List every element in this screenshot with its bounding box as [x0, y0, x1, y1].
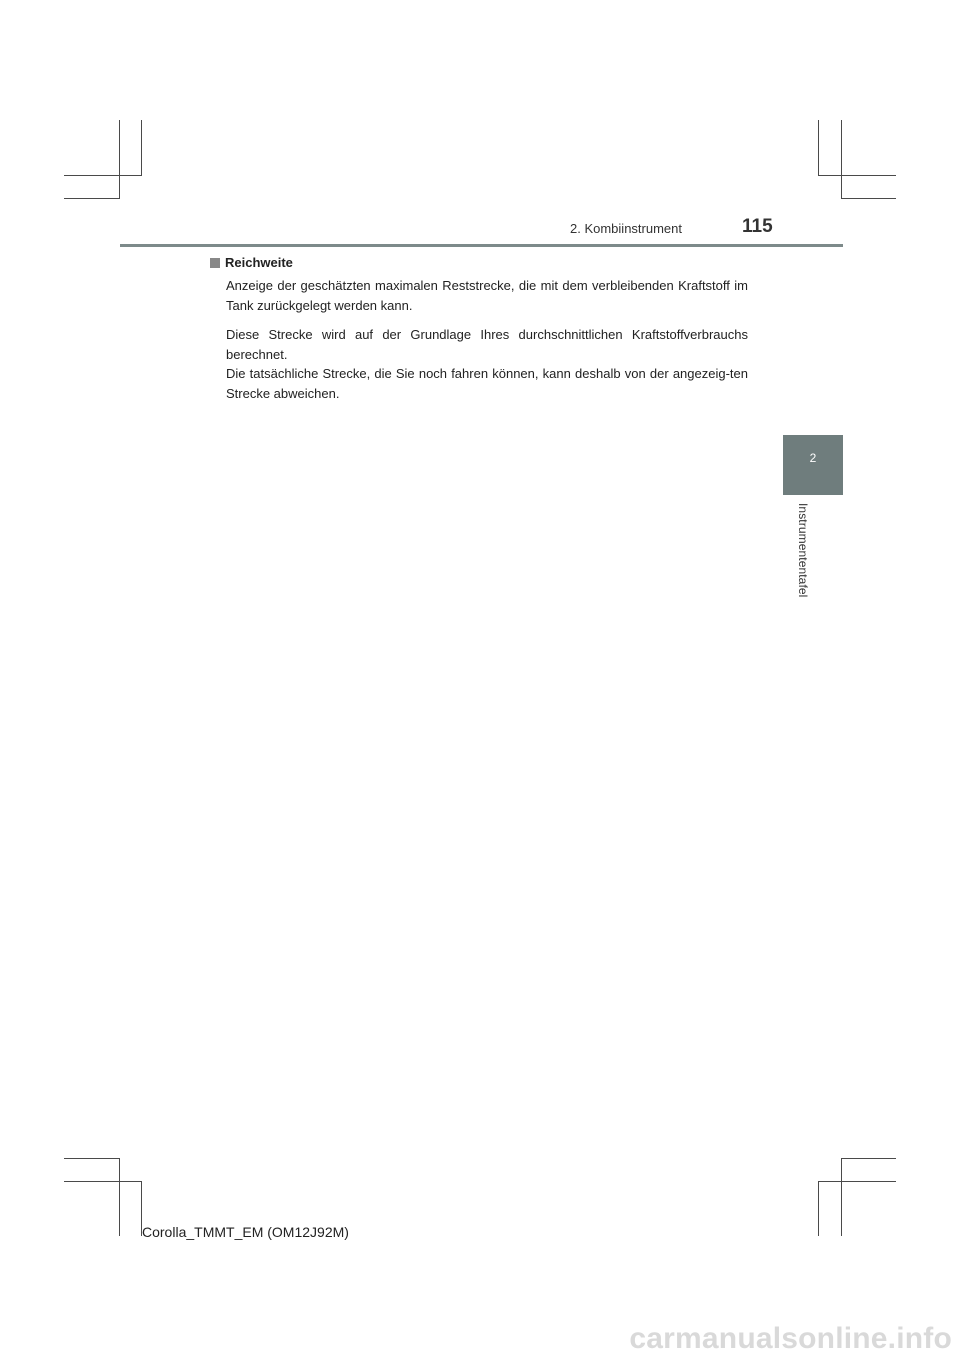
- crop-mark: [841, 198, 896, 199]
- crop-mark: [841, 120, 842, 199]
- crop-mark: [64, 1181, 142, 1182]
- section-heading: [208, 253, 748, 272]
- crop-mark: [119, 1158, 120, 1236]
- document-code: Corolla_TMMT_EM (OM12J92M): [142, 1224, 349, 1240]
- header-section-title: 2. Kombiinstrument: [570, 221, 682, 236]
- paragraph: Anzeige der geschätzten maximalen Reststrecke, die mit dem verbleibenden Kraftstoff im Tank zurückgelegt werden kann.: [226, 278, 748, 313]
- crop-mark: [841, 1158, 842, 1236]
- crop-mark: [64, 1158, 120, 1159]
- square-bullet-icon: [210, 258, 220, 268]
- watermark: carmanualsonline.info: [629, 1322, 952, 1355]
- crop-mark: [818, 1181, 896, 1182]
- crop-mark: [64, 198, 120, 199]
- paragraph: Diese Strecke wird auf der Grundlage Ihres durchschnittlichen Kraftstoffverbrauchs berechnet.: [226, 327, 748, 362]
- chapter-tab: [783, 435, 843, 495]
- chapter-label: Instrumententafel: [796, 503, 810, 598]
- crop-mark: [64, 175, 142, 176]
- crop-mark: [818, 175, 896, 176]
- crop-mark: [818, 1181, 819, 1236]
- crop-mark: [141, 120, 142, 175]
- section-heading-text: Reichweite: [225, 255, 293, 270]
- crop-mark: [119, 120, 120, 199]
- crop-mark: [841, 1158, 896, 1159]
- paragraph: Die tatsächliche Strecke, die Sie noch fahren können, kann deshalb von der angezeig-ten Strecke abweichen.: [226, 366, 748, 401]
- header-rule: [120, 244, 843, 247]
- page-number: 115: [742, 216, 773, 237]
- main-content: [208, 253, 748, 403]
- chapter-number: 2: [809, 451, 817, 465]
- crop-mark: [818, 120, 819, 175]
